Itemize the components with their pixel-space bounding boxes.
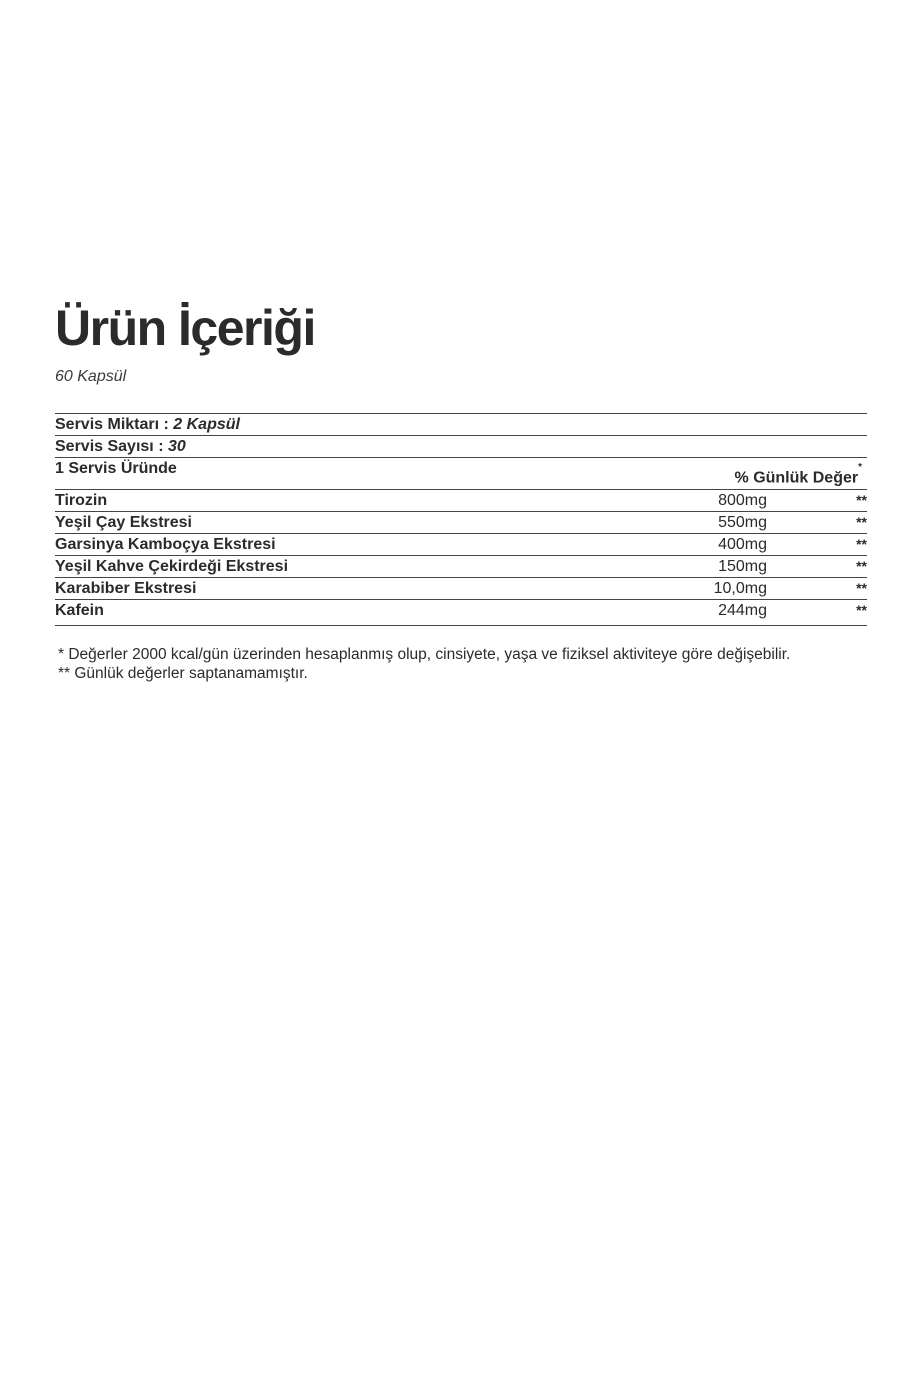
ingredient-daily-value: ** (856, 558, 867, 574)
table-header-row (55, 457, 867, 489)
footnote-daily-value: * Değerler 2000 kcal/gün üzerinden hesaplanmış olup, cinsiyete, yaşa ve fiziksel aktiviteye göre değişebilir. (58, 646, 791, 663)
per-serving-header: 1 Servis Üründe (55, 460, 177, 477)
daily-value-header (735, 463, 862, 488)
capsule-count: 60 Kapsül (55, 368, 127, 385)
ingredient-name: Garsinya Kamboçya Ekstresi (55, 536, 276, 553)
ingredient-amount: 10,0mg (713, 580, 767, 597)
daily-value-header-mark: * (858, 462, 862, 473)
ingredient-name: Yeşil Kahve Çekirdeği Ekstresi (55, 558, 289, 575)
ingredient-amount: 800mg (718, 492, 767, 509)
ingredient-amount: 244mg (718, 602, 767, 619)
serving-size-value: 2 Kapsül (173, 416, 240, 433)
serving-count-row (55, 435, 867, 457)
ingredient-row (55, 511, 867, 533)
serving-size-label: Servis Miktarı : (55, 416, 174, 433)
serving-count-value: 30 (167, 438, 186, 455)
ingredient-amount: 550mg (718, 514, 767, 531)
daily-value-header-label: % Günlük Değer (734, 469, 859, 487)
ingredient-name: Karabiber Ekstresi (55, 580, 197, 597)
footnote-not-established: ** Günlük değerler saptanamamıştır. (58, 665, 308, 682)
ingredient-row (55, 533, 867, 555)
ingredient-amount: 150mg (718, 558, 767, 575)
ingredient-daily-value: ** (856, 580, 867, 596)
ingredient-daily-value: ** (856, 514, 867, 530)
serving-size-row (55, 414, 867, 435)
page-title: Ürün İçeriği (55, 300, 315, 356)
ingredient-name: Yeşil Çay Ekstresi (55, 514, 192, 531)
ingredient-daily-value: ** (856, 602, 867, 618)
footnotes (58, 645, 790, 683)
ingredient-row (55, 599, 867, 625)
ingredient-daily-value: ** (856, 536, 867, 552)
ingredient-row (55, 555, 867, 577)
ingredient-name: Tirozin (55, 492, 108, 509)
supplement-facts-table (55, 413, 867, 626)
ingredient-amount: 400mg (718, 536, 767, 553)
ingredient-row (55, 489, 867, 511)
ingredient-daily-value: ** (856, 492, 867, 508)
serving-count-label: Servis Sayısı : (55, 438, 168, 455)
ingredient-name: Kafein (55, 602, 104, 619)
ingredient-row (55, 577, 867, 599)
